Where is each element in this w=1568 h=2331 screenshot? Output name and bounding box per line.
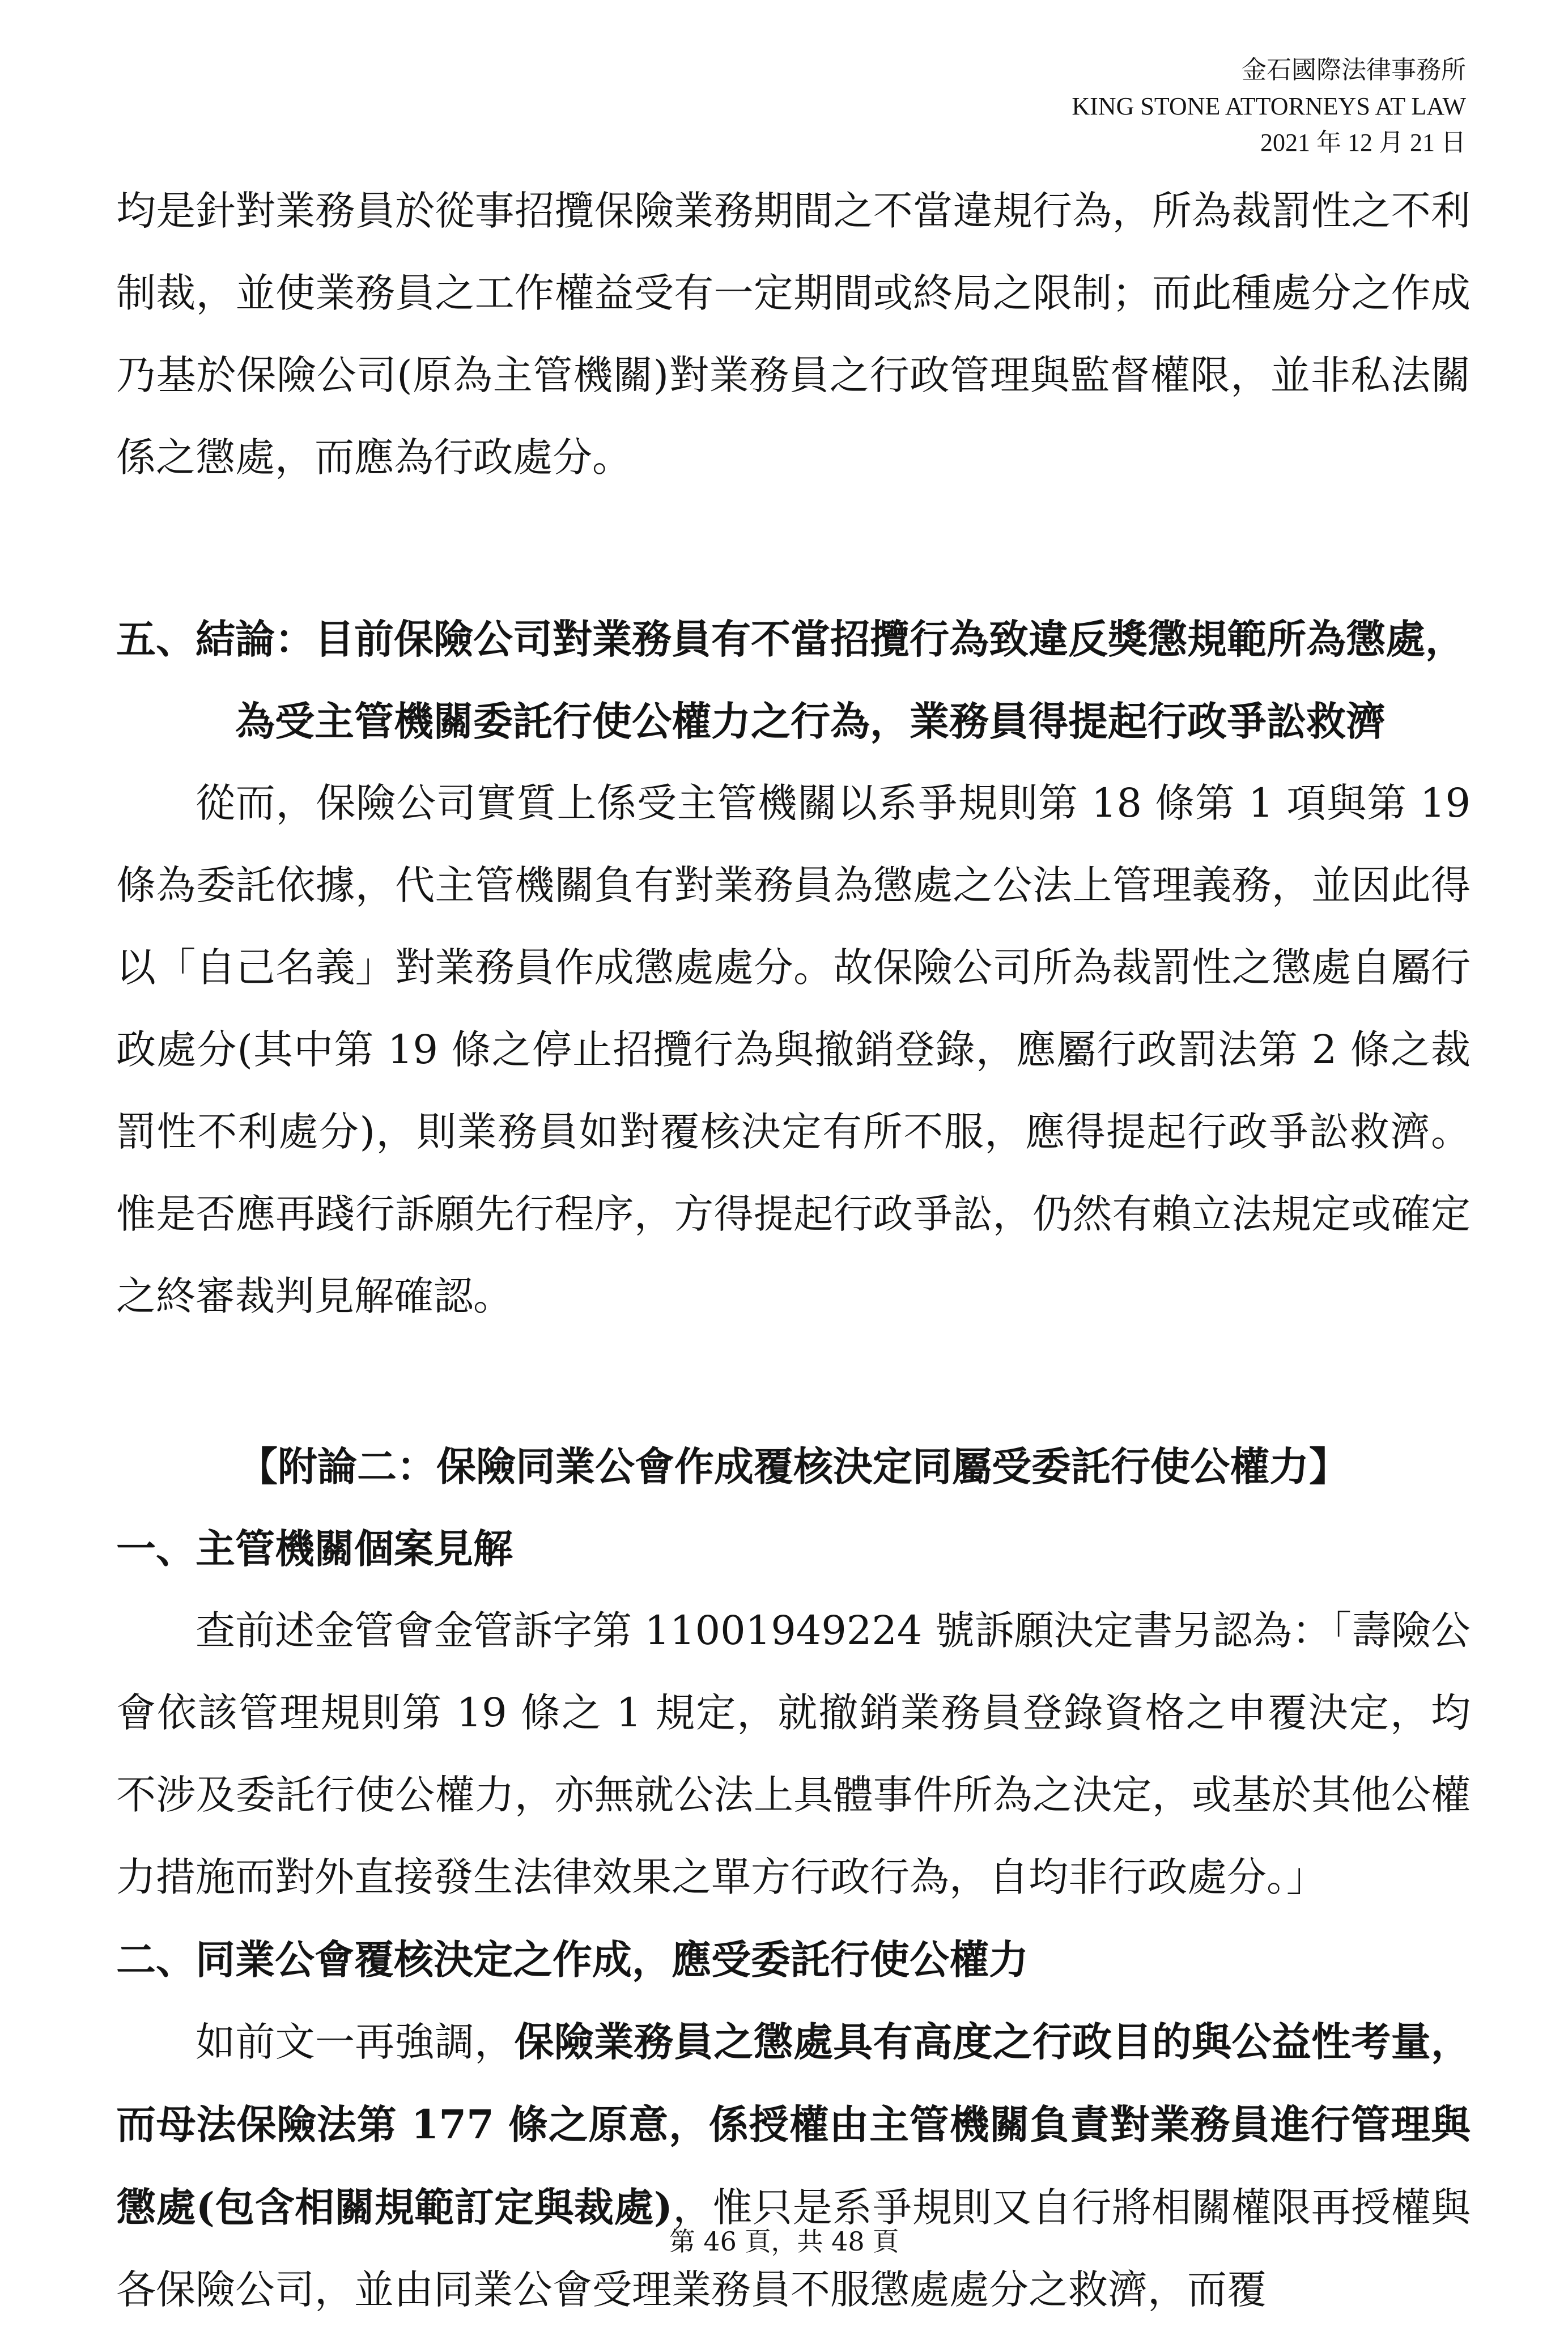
section-5-heading: 五、結論：目前保險公司對業務員有不當招攬行為致違反獎懲規範所為懲處，為受主管機關委託行使公權力之行為，業務員得提起行政爭訟救濟 (116, 615, 1465, 745)
page-number: 第 46 頁，共 48 頁 (669, 2226, 899, 2257)
firm-name-chinese: 金石國際法律事務所 (1242, 56, 1466, 84)
subsection-1-heading: 一、主管機關個案見解 (116, 1525, 513, 1572)
paragraph-lead-text: 如前文一再強調， (196, 2019, 515, 2065)
paragraph-continued: 均是針對業務員於從事招攬保險業務期間之不當違規行為，所為裁罰性之不利制裁，並使業務員之工作權益受有一定期間或終局之限制；而此種處分之作成乃基於保險公司(原為主管機關)對業務員之行政管理與監督權限，並非私法關係之懲處，而應為行政處分。 (116, 188, 1471, 481)
subsection-2-heading: 二、同業公會覆核決定之作成，應受委託行使公權力 (116, 1936, 1029, 1983)
paragraph-emphasis-text: 保險業務員之懲處具有高度之行政目的與公益性考量，而母法保險法第 177 條之原意，係授權由主管機關負責對業務員進行管理與懲處(包含相關規範訂定與裁處) (116, 2018, 1471, 2231)
document-date: 2021 年 12 月 21 日 (1260, 129, 1466, 156)
paragraph-association-review (116, 2001, 1471, 2331)
spacer (116, 1338, 1471, 1425)
spacer (116, 499, 1471, 598)
paragraph-agency-opinion: 查前述金管會金管訴字第 11001949224 號訴願決定書另認為：「壽險公會依該管理規則第 19 條之 1 規定，就撤銷業務員登錄資格之申覆決定，均不涉及委託行使公權力，亦無就公法上具體事件所為之決定，或基於其他公權力措施而對外直接發生法律效果之單方行政行為，自均非行政處分。」 (116, 1607, 1471, 1900)
appendix-title: 【附論二：保險同業公會作成覆核決定同屬受委託行使公權力】 (238, 1443, 1349, 1490)
document-body (116, 170, 1471, 2331)
paragraph-tail-text: ，惟只是系爭規則又自行將相關權限再授權與各保險公司，並由同業公會受理業務員不服懲處處分之救濟，而覆 (116, 2184, 1471, 2313)
firm-name-english: KING STONE ATTORNEYS AT LAW (1072, 92, 1466, 120)
paragraph-conclusion: 從而，保險公司實質上係受主管機關以系爭規則第 18 條第 1 項與第 19 條為委託依據，代主管機關負有對業務員為懲處之公法上管理義務，並因此得以「自己名義」對業務員作成懲處處分。故保險公司所為裁罰性之懲處自屬行政處分(其中第 19 條之停止招攬行為與撤銷登錄，應屬行政罰法第 2 條之裁罰性不利處分)，則業務員如對覆核決定有所不服，應得提起行政爭訟救濟。惟是否應再踐行訴願先行程序，方得提起行政爭訟，仍然有賴立法規定或確定之終審裁判見解確認。 (116, 780, 1471, 1319)
letterhead (1072, 52, 1466, 161)
